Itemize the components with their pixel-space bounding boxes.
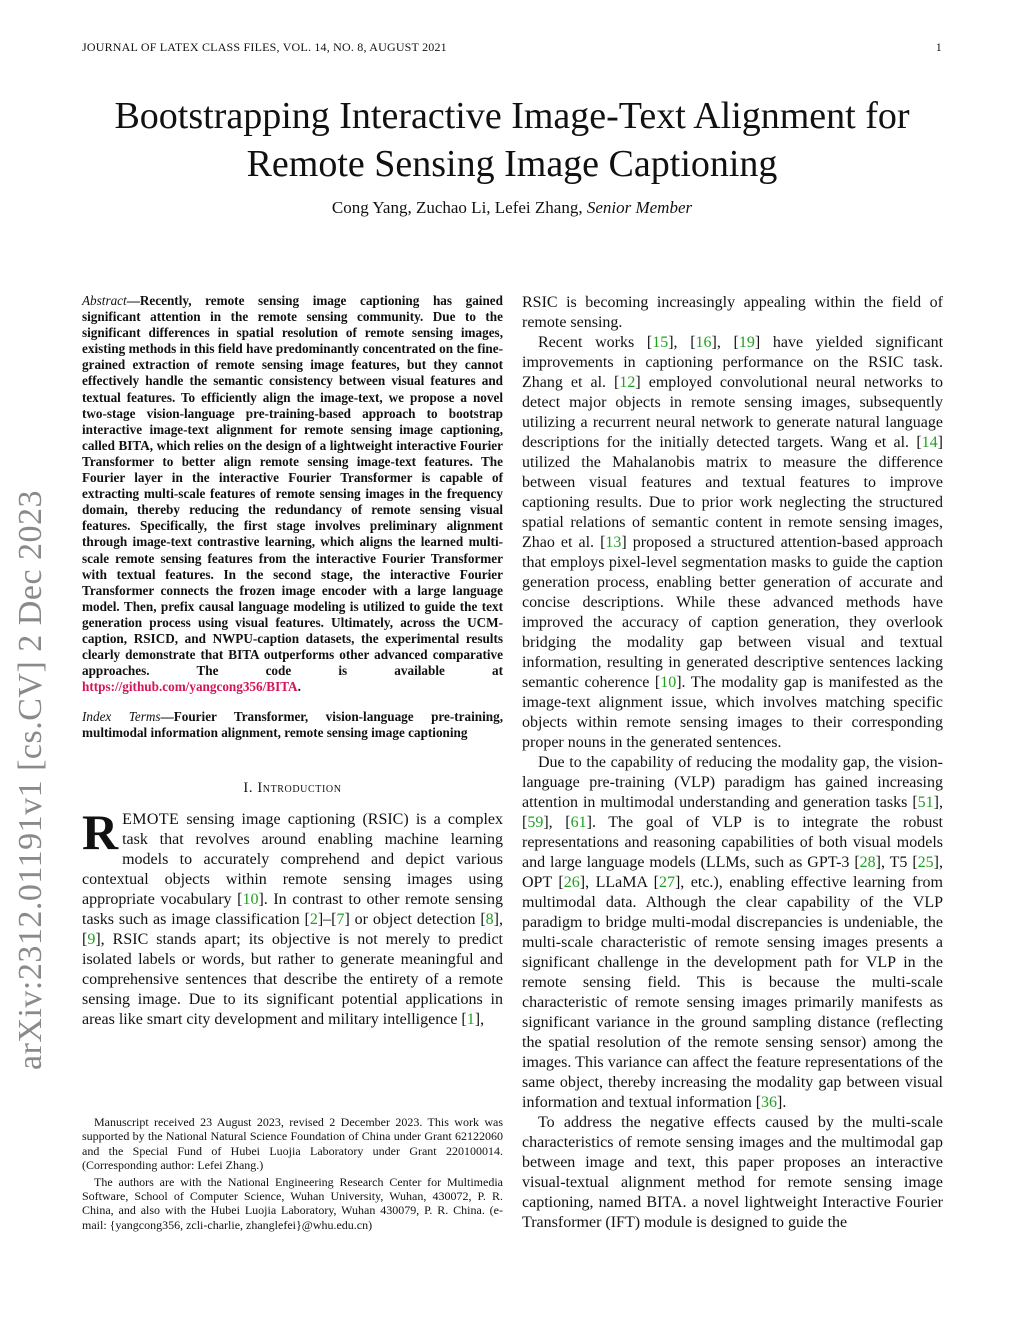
citation[interactable]: 25 — [917, 854, 934, 871]
body-text: ], [ — [522, 794, 943, 831]
citation[interactable]: 13 — [605, 534, 622, 551]
abstract-label: Abstract — [82, 293, 127, 308]
author-names: Cong Yang, Zuchao Li, Lefei Zhang, — [331, 198, 583, 217]
intro-text: ], RSIC stands apart; its objective is not merely to predict isolated labels or words, but rather to generate meaningful and comprehensive sentences that describe the entirety of a remote sensing image. Due to its significant potential applications in areas like smart city development and military intelligence [ — [82, 930, 503, 1028]
citation[interactable]: 36 — [761, 1094, 778, 1111]
drop-cap: R — [82, 803, 119, 860]
section-title: Introduction — [257, 779, 342, 796]
footnote-manuscript: Manuscript received 23 August 2023, revised 2 December 2023. This work was supported by the National Natural Science Foundation of China under Grant 62122060 and the Special Fund of Hubei Luojia Laboratory under Grant 220100014. (Corresponding author: Lefei Zhang.) — [82, 1115, 503, 1173]
body-paragraph: To address the negative effects caused by the multi-scale characteristics of remote sensing images and the multimodal gap between image and text, this paper proposes an interactive visual-textual alignment method for remote sensing image captioning, named BITA. a novel lightweight Interactive Fourier Transformer (IFT) module is designed to guide the — [522, 1114, 943, 1231]
citation[interactable]: 28 — [859, 854, 876, 871]
citation[interactable]: 51 — [917, 794, 934, 811]
citation[interactable]: 2 — [309, 910, 318, 928]
footnotes — [82, 1115, 503, 1234]
body-text: ]. — [777, 1094, 787, 1111]
citation[interactable]: 7 — [336, 910, 345, 928]
running-header — [82, 40, 942, 60]
body-text: ]. The goal of VLP is to integrate the robust representations and reasoning capabilities of both visual models and large language models (LLMs, such as GPT-3 [ — [522, 814, 943, 871]
citation[interactable]: 10 — [660, 674, 677, 691]
abstract — [82, 293, 503, 695]
page-number: 1 — [935, 40, 942, 54]
intro-text: sensing image captioning (RSIC) is a complex task that revolves around enabling machine learning models to accurately comprehend and depict various contextual objects within remote sensing images using appropriate vocabulary [ — [82, 810, 503, 908]
body-text: Recent works [ — [538, 334, 653, 351]
author-line — [60, 198, 964, 218]
body-paragraph: RSIC is becoming increasingly appealing within the field of remote sensing. — [522, 294, 943, 331]
body-text: ] employed convolutional neural networks to detect major objects in remote sensing images, subsequently utilizing a recurrent neural network to generate natural language descriptions for the initially detected targets. Wang et al. [ — [522, 374, 944, 451]
intro-text: ]. In contrast to other remote sensing tasks such as image classification [ — [82, 890, 503, 928]
abstract-body: —Recently, remote sensing image captioning has gained significant attention in the remote sensing community. Due to the significant differences in spatial resolution of remote sensing images, existing methods in this field have predominantly concentrated on the fine-grained extraction of remote sensing image features, but they cannot effectively handle the semantic consistency between visual features and textual features. To efficiently align the image-text, we propose a novel two-stage vision-language pre-training-based approach to bootstrap interactive image-text alignment for remote sensing image captioning, called BITA, which relies on the design of a lightweight interactive Fourier Transformer to better align remote sensing image-text features. The Fourier layer in the interactive Fourier Transformer is capable of extracting multi-scale features of remote sensing images in the frequency domain, thereby reducing the redundancy of remote sensing visual features. Specifically, the first stage involves preliminary alignment through image-text contrastive learning, which aligns the learned multi-scale remote sensing features from the interactive Fourier Transformer with textual features. In the second stage, the interactive Fourier Transformer connects the frozen image encoder with a large language model. Then, prefix causal language modeling is utilized to guide the text generation process using visual features. Ultimately, across the UCM-caption, RSICD, and NWPU-caption datasets, the experimental results clearly demonstrate that BITA outperforms other advanced comparative approaches. The code is available at — [82, 293, 503, 679]
citation[interactable]: 1 — [466, 1010, 475, 1028]
body-text: ], LLaMA [ — [579, 874, 659, 891]
body-text: ]. The modality gap is manifested as the image-text alignment issue, which involves matching specific objects within remote sensing images to their corresponding proper nouns in the generated sentences. — [522, 674, 944, 751]
right-column — [522, 293, 943, 1233]
left-column — [82, 293, 503, 1030]
body-text: ], OPT [ — [522, 854, 943, 891]
index-terms-body: —Fourier Transformer, vision-language pre-training, multimodal information alignment, remote sensing image captioning — [82, 709, 503, 741]
body-text: ], [ — [668, 334, 696, 351]
citation[interactable]: 59 — [527, 814, 544, 831]
author-role: Senior Member — [586, 198, 693, 217]
intro-caps: EMOTE — [122, 810, 180, 828]
abstract-end: . — [297, 679, 301, 695]
arxiv-stamp: arXiv:2312.01191v1 [cs.CV] 2 Dec 2023 — [12, 489, 49, 1070]
section-numeral: I. — [243, 779, 258, 796]
intro-text: ], — [474, 1010, 485, 1028]
citation[interactable]: 61 — [570, 814, 587, 831]
citation[interactable]: 10 — [242, 890, 259, 908]
section-heading-introduction — [82, 778, 503, 798]
citation[interactable]: 9 — [87, 930, 96, 948]
citation[interactable]: 12 — [619, 374, 636, 391]
citation[interactable]: 8 — [485, 910, 494, 928]
index-terms-label: Index Terms — [82, 709, 161, 725]
body-text: ], etc.), enabling effective learning from multimodal data. Although the clear capability of the VLP paradigm to bridge multi-modal discrepancies is undeniable, the multi-scale characteristic of remote sensing images presents a significant challenge in the development path for VLP in the remote sensing field. This is because the multi-scale characteristic of remote sensing images primarily manifests as significant variance in the ground sampling distance (reflecting the spatial resolution of the remote sensing sensor) among the images. This variance can affect the feature representations of the same object, thereby increasing the modality gap between visual information and textual information [ — [522, 874, 943, 1111]
body-text: ] proposed a structured attention-based approach that employs pixel-level segmentation masks to guide the caption generation process, enabling better generation of accurate and concise descriptions. While these advanced methods have improved the accuracy of caption generation, they overlook bridging the modality gap between visual and textual information, resulting in generated descriptive sentences lacking semantic coherence [ — [522, 534, 944, 691]
citation[interactable]: 14 — [921, 434, 938, 451]
intro-text: ]–[ — [317, 910, 337, 928]
index-terms — [82, 709, 503, 741]
body-paragraph — [522, 333, 943, 753]
body-text: ], [ — [711, 334, 739, 351]
intro-paragraph — [82, 803, 503, 1030]
body-paragraph — [522, 753, 943, 1113]
intro-text: ] or object detection [ — [344, 910, 486, 928]
code-link[interactable]: https://github.com/yangcong356/BITA — [82, 679, 298, 695]
footnote-affiliation: The authors are with the National Engineering Research Center for Multimedia Software, School of Computer Science, Wuhan University, Wuhan, 430072, P. R. China, and also with the Hubei Luojia Laboratory, Wuhan 430079, P. R. China. (e-mail: {yangcong356, zcli-charlie, zhanglefei}@whu.edu.cn) — [82, 1174, 503, 1232]
citation[interactable]: 19 — [738, 334, 755, 351]
intro-text: ], [ — [82, 910, 503, 948]
body-text: ], T5 [ — [875, 854, 918, 871]
body-text: ] have yielded significant improvements in captioning performance on the RSIC task. Zhang et al. [ — [522, 334, 944, 391]
body-text: Due to the capability of reducing the modality gap, the vision-language pre-training (VLP) paradigm has gained increasing attention in multimodal understanding and generation tasks [ — [522, 754, 943, 811]
paper-title: Bootstrapping Interactive Image-Text Alignment for Remote Sensing Image Captioning — [114, 95, 910, 185]
citation[interactable]: 15 — [652, 334, 669, 351]
citation[interactable]: 26 — [563, 874, 580, 891]
body-text: ], [ — [543, 814, 571, 831]
citation[interactable]: 16 — [695, 334, 712, 351]
journal-name: JOURNAL OF LATEX CLASS FILES, VOL. 14, NO. 8, AUGUST 2021 — [82, 40, 447, 54]
body-text: ] utilized the Mahalanobis matrix to measure the difference between visual features and textual features to improve captioning results. Due to prior work neglecting the structured spatial relations of semantic content in remote sensing images, Zhao et al. [ — [522, 434, 943, 551]
citation[interactable]: 27 — [658, 874, 675, 891]
